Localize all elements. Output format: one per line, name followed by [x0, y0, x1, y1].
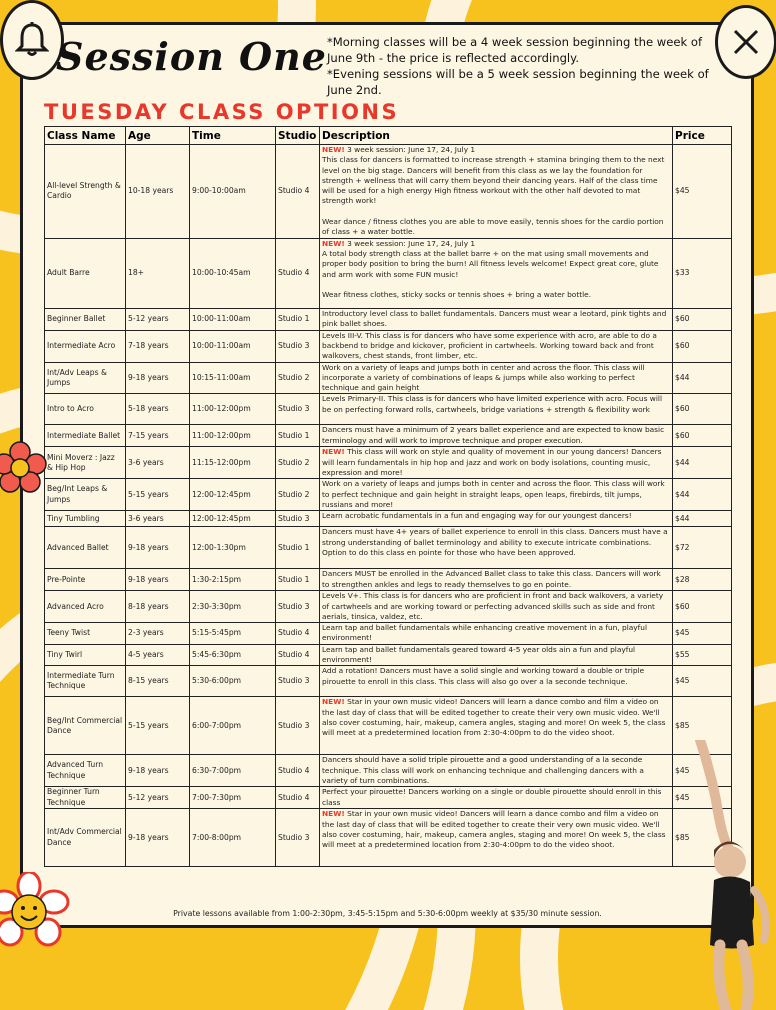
new-badge: NEW!: [322, 809, 345, 819]
description-text: Star in your own music video! Dancers will learn a dance combo and film a video on the last day of class that will be edited together to create their very own music video. We'll also cover costuming, hair, makeup, camera angles, staging and more! On week 5, the class will meet at a predetermined location from 2:30-4:00pm to do the video shoot.: [322, 697, 666, 738]
time-cell: 10:00-11:00am: [190, 330, 276, 362]
class-name-cell: Intro to Acro: [45, 394, 126, 425]
description-cell: [320, 145, 673, 239]
time-cell: 11:00-12:00pm: [190, 425, 276, 447]
studio-cell: Studio 1: [276, 527, 320, 569]
table-row: [45, 644, 732, 666]
table-row: [45, 697, 732, 755]
table-row: [45, 308, 732, 330]
class-name-cell: Pre-Pointe: [45, 569, 126, 591]
time-cell: 5:45-6:30pm: [190, 644, 276, 666]
description-text: Add a rotation! Dancers must have a solid single and working toward a double or triple pirouette to enroll in this class. This class will also go over a la seconde technique.: [322, 666, 645, 686]
table-row: [45, 755, 732, 787]
description-cell: [320, 623, 673, 645]
studio-cell: Studio 4: [276, 644, 320, 666]
description-cell: [320, 238, 673, 308]
price-cell: $55: [673, 644, 732, 666]
time-cell: 12:00-12:45pm: [190, 511, 276, 527]
studio-cell: Studio 4: [276, 787, 320, 809]
studio-cell: Studio 2: [276, 479, 320, 511]
table-row: [45, 591, 732, 623]
studio-cell: Studio 4: [276, 623, 320, 645]
description-text: 3 week session: June 17, 24, July 1 This class for dancers is formatted to increase strength + stamina bringing them to the next level on the big stage. Dancers will benefit from this class as we lay the foundation for strength + wellness that will carry them beyond their dancing years. Half of the class time will be used for a high energy High fitness workout with the other half devoted to mat strength work! Wear dance / fitness clothes you are able to move easily, tennis shoes for the cardio portion of class + a water bottle.: [322, 145, 665, 237]
class-name-cell: Beginner Turn Technique: [45, 787, 126, 809]
studio-cell: Studio 1: [276, 569, 320, 591]
class-name-cell: Int/Adv Commercial Dance: [45, 809, 126, 867]
description-text: Work on a variety of leaps and jumps both in center and across the floor. This class will work to perfect technique and gain height in straight leaps, open leaps, firebirds, tilt jumps, russians and more!: [322, 479, 665, 509]
price-cell: $44: [673, 511, 732, 527]
age-cell: 3-6 years: [126, 447, 190, 479]
studio-cell: Studio 4: [276, 145, 320, 239]
table-row: [45, 479, 732, 511]
description-text: Dancers should have a solid triple pirouette and a good understanding of a la seconde technique. This class will work on enhancing technique and challenging dancers with a variety of turn combinations.: [322, 755, 644, 785]
description-text: Learn tap and ballet fundamentals geared toward 4-5 year olds ain a fun and playful environment!: [322, 644, 636, 665]
description-text: Work on a variety of leaps and jumps both in center and across the floor. This class will incorporate a variety of combinations of leaps & jumps while also working to perfect technique and gain height: [322, 362, 645, 393]
time-cell: 1:30-2:15pm: [190, 569, 276, 591]
description-cell: [320, 591, 673, 623]
session-notes: [327, 34, 715, 98]
new-badge: NEW!: [322, 447, 345, 457]
description-text: Dancers must have a minimum of 2 years ballet experience and are expected to know basic terminology and will work to improve technique and proper execution.: [322, 425, 665, 445]
studio-cell: Studio 3: [276, 511, 320, 527]
studio-cell: Studio 2: [276, 447, 320, 479]
class-name-cell: Adult Barre: [45, 238, 126, 308]
price-cell: $44: [673, 362, 732, 394]
description-cell: [320, 755, 673, 787]
price-cell: $44: [673, 479, 732, 511]
description-cell: [320, 330, 673, 362]
description-text: Levels V+. This class is for dancers who are proficient in front and back walkovers, a variety of cartwheels and are working toward or perfecting advanced skills such as side and front aerials, tinsica, valdez, etc.: [322, 591, 664, 621]
studio-cell: Studio 3: [276, 809, 320, 867]
time-cell: 5:15-5:45pm: [190, 623, 276, 645]
age-cell: 10-18 years: [126, 145, 190, 239]
description-text: This class will work on style and quality of movement in our young dancers! Dancers will learn fundamentals in hip hop and jazz and work on body isolations, counting music, expression and more!: [322, 447, 662, 478]
class-schedule-table: [44, 126, 732, 867]
flower-decoration: [0, 440, 48, 496]
table-row: [45, 425, 732, 447]
age-cell: 5-15 years: [126, 479, 190, 511]
description-cell: [320, 394, 673, 425]
price-cell: $44: [673, 447, 732, 479]
price-cell: $45: [673, 623, 732, 645]
age-cell: 9-18 years: [126, 362, 190, 394]
class-name-cell: Tiny Twirl: [45, 644, 126, 666]
class-name-cell: Teeny Twist: [45, 623, 126, 645]
description-cell: [320, 479, 673, 511]
description-cell: [320, 569, 673, 591]
price-cell: $45: [673, 787, 732, 809]
description-text: Levels Primary-II. This class is for dancers who have limited experience with acro. Focus will be on perfecting forward rolls, cartwheels, bridge variations + strength & flexibility work: [322, 394, 663, 414]
column-header: Time: [190, 127, 276, 145]
description-cell: [320, 666, 673, 697]
class-name-cell: Beg/Int Commercial Dance: [45, 697, 126, 755]
dancer-photo: [680, 740, 776, 1010]
table-row: [45, 623, 732, 645]
time-cell: 5:30-6:00pm: [190, 666, 276, 697]
smiley-flower-decoration: [0, 872, 70, 954]
age-cell: 7-18 years: [126, 330, 190, 362]
price-cell: $28: [673, 569, 732, 591]
description-cell: [320, 809, 673, 867]
table-row: [45, 809, 732, 867]
class-name-cell: Advanced Turn Technique: [45, 755, 126, 787]
class-name-cell: Intermediate Ballet: [45, 425, 126, 447]
time-cell: 12:00-1:30pm: [190, 527, 276, 569]
description-cell: [320, 425, 673, 447]
time-cell: 10:00-11:00am: [190, 308, 276, 330]
price-cell: $85: [673, 697, 732, 755]
table-row: [45, 527, 732, 569]
age-cell: 8-18 years: [126, 591, 190, 623]
age-cell: 7-15 years: [126, 425, 190, 447]
age-cell: 9-18 years: [126, 527, 190, 569]
description-text: Levels III-V. This class is for dancers who have some experience with acro, are able to do a backbend to bridge and kickover, proficient in cartwheels. Working toward back and front walkovers, chest stands, front limber, etc.: [322, 330, 657, 361]
age-cell: 2-3 years: [126, 623, 190, 645]
class-name-cell: All-level Strength & Cardio: [45, 145, 126, 239]
description-cell: [320, 527, 673, 569]
description-cell: [320, 511, 673, 527]
time-cell: 6:30-7:00pm: [190, 755, 276, 787]
description-text: Learn tap and ballet fundamentals while enhancing creative movement in a fun, playful environment!: [322, 623, 648, 643]
new-badge: NEW!: [322, 145, 345, 154]
class-name-cell: Tiny Tumbling: [45, 511, 126, 527]
time-cell: 10:00-10:45am: [190, 238, 276, 308]
class-name-cell: Intermediate Turn Technique: [45, 666, 126, 697]
price-cell: $45: [673, 755, 732, 787]
description-text: Star in your own music video! Dancers will learn a dance combo and film a video on the last day of class that will be edited together to create their very own music video. We'll also cover costuming, hair, makeup, camera angles, staging and more! On week 5, the class will meet at a predetermined location from 2:30-4:00pm to do the video shoot.: [322, 809, 666, 850]
description-text: Introductory level class to ballet fundamentals. Dancers must wear a leotard, pink tights and pink ballet shoes.: [322, 308, 667, 328]
time-cell: 6:00-7:00pm: [190, 697, 276, 755]
price-cell: $45: [673, 666, 732, 697]
table-row: [45, 362, 732, 394]
age-cell: 3-6 years: [126, 511, 190, 527]
section-subtitle: TUESDAY CLASS OPTIONS: [44, 100, 400, 124]
close-button[interactable]: [715, 5, 776, 79]
table-row: [45, 569, 732, 591]
description-text: Learn acrobatic fundamentals in a fun and engaging way for our youngest dancers!: [322, 511, 632, 521]
price-cell: $45: [673, 145, 732, 239]
price-cell: $60: [673, 425, 732, 447]
time-cell: 9:00-10:00am: [190, 145, 276, 239]
class-name-cell: Mini Moverz : Jazz & Hip Hop: [45, 447, 126, 479]
new-badge: NEW!: [322, 238, 345, 248]
price-cell: $60: [673, 308, 732, 330]
table-row: [45, 787, 732, 809]
class-name-cell: Beg/Int Leaps & Jumps: [45, 479, 126, 511]
age-cell: 4-5 years: [126, 644, 190, 666]
bell-icon: [15, 21, 49, 59]
close-icon: [732, 28, 760, 56]
studio-cell: Studio 3: [276, 330, 320, 362]
table-row: [45, 238, 732, 308]
table-row: [45, 330, 732, 362]
studio-cell: Studio 2: [276, 362, 320, 394]
table-row: [45, 394, 732, 425]
age-cell: 5-12 years: [126, 787, 190, 809]
column-header: Description: [320, 127, 673, 145]
studio-cell: Studio 1: [276, 425, 320, 447]
description-cell: [320, 697, 673, 755]
price-cell: $33: [673, 238, 732, 308]
class-name-cell: Advanced Ballet: [45, 527, 126, 569]
new-badge: NEW!: [322, 697, 345, 707]
table-row: [45, 145, 732, 239]
studio-cell: Studio 3: [276, 666, 320, 697]
table-row: [45, 666, 732, 697]
age-cell: 5-15 years: [126, 697, 190, 755]
private-lessons-note: Private lessons available from 1:00-2:30pm, 3:45-5:15pm and 5:30-6:00pm weekly at $35/30 minute session.: [173, 909, 602, 918]
time-cell: 7:00-7:30pm: [190, 787, 276, 809]
age-cell: 9-18 years: [126, 569, 190, 591]
age-cell: 9-18 years: [126, 755, 190, 787]
description-cell: [320, 308, 673, 330]
table-row: [45, 447, 732, 479]
evening-note: *Evening sessions will be a 5 week session beginning the week of June 2nd.: [327, 67, 709, 97]
description-cell: [320, 644, 673, 666]
column-header: Age: [126, 127, 190, 145]
time-cell: 11:15-12:00pm: [190, 447, 276, 479]
studio-cell: Studio 4: [276, 238, 320, 308]
time-cell: 11:00-12:00pm: [190, 394, 276, 425]
age-cell: 5-18 years: [126, 394, 190, 425]
description-text: Dancers must have 4+ years of ballet experience to enroll in this class. Dancers must have a strong understanding of ballet terminology and ability to execute intricate combinations. Option to do this class en pointe for those who have been approved.: [322, 527, 668, 557]
column-header: Price: [673, 127, 732, 145]
age-cell: 8-15 years: [126, 666, 190, 697]
description-cell: [320, 447, 673, 479]
price-cell: $85: [673, 809, 732, 867]
studio-cell: Studio 1: [276, 308, 320, 330]
time-cell: 12:00-12:45pm: [190, 479, 276, 511]
price-cell: $60: [673, 394, 732, 425]
studio-cell: Studio 3: [276, 394, 320, 425]
description-cell: [320, 787, 673, 809]
studio-cell: Studio 3: [276, 591, 320, 623]
price-cell: $72: [673, 527, 732, 569]
table-header-row: [45, 127, 732, 145]
description-text: 3 week session: June 17, 24, July 1 A total body strength class at the ballet barre + on the mat using small movements and proper body position to bring the burn! All fitness levels welcome! Expect great core, glute and arm work with some FUN music! Wear fitness clothes, sticky socks or tennis shoes + bring a water bottle.: [322, 238, 659, 300]
class-name-cell: Beginner Ballet: [45, 308, 126, 330]
description-text: Dancers MUST be enrolled in the Advanced Ballet class to take this class. Dancers will work to strengthen ankles and legs to ready themselves to go en pointe.: [322, 569, 661, 589]
time-cell: 10:15-11:00am: [190, 362, 276, 394]
morning-note: *Morning classes will be a 4 week session beginning the week of June 9th - the price is reflected accordingly.: [327, 35, 703, 65]
age-cell: 9-18 years: [126, 809, 190, 867]
time-cell: 2:30-3:30pm: [190, 591, 276, 623]
studio-cell: Studio 3: [276, 697, 320, 755]
price-cell: $60: [673, 330, 732, 362]
description-cell: [320, 362, 673, 394]
page-title: Session One: [56, 34, 327, 79]
table-row: [45, 511, 732, 527]
description-text: Perfect your pirouette! Dancers working on a single or double pirouette should enroll in this class: [322, 787, 662, 807]
time-cell: 7:00-8:00pm: [190, 809, 276, 867]
age-cell: 18+: [126, 238, 190, 308]
price-cell: $60: [673, 591, 732, 623]
class-name-cell: Advanced Acro: [45, 591, 126, 623]
column-header: Class Name: [45, 127, 126, 145]
notification-button[interactable]: [0, 0, 64, 80]
studio-cell: Studio 4: [276, 755, 320, 787]
column-header: Studio: [276, 127, 320, 145]
class-name-cell: Int/Adv Leaps & Jumps: [45, 362, 126, 394]
class-name-cell: Intermediate Acro: [45, 330, 126, 362]
age-cell: 5-12 years: [126, 308, 190, 330]
